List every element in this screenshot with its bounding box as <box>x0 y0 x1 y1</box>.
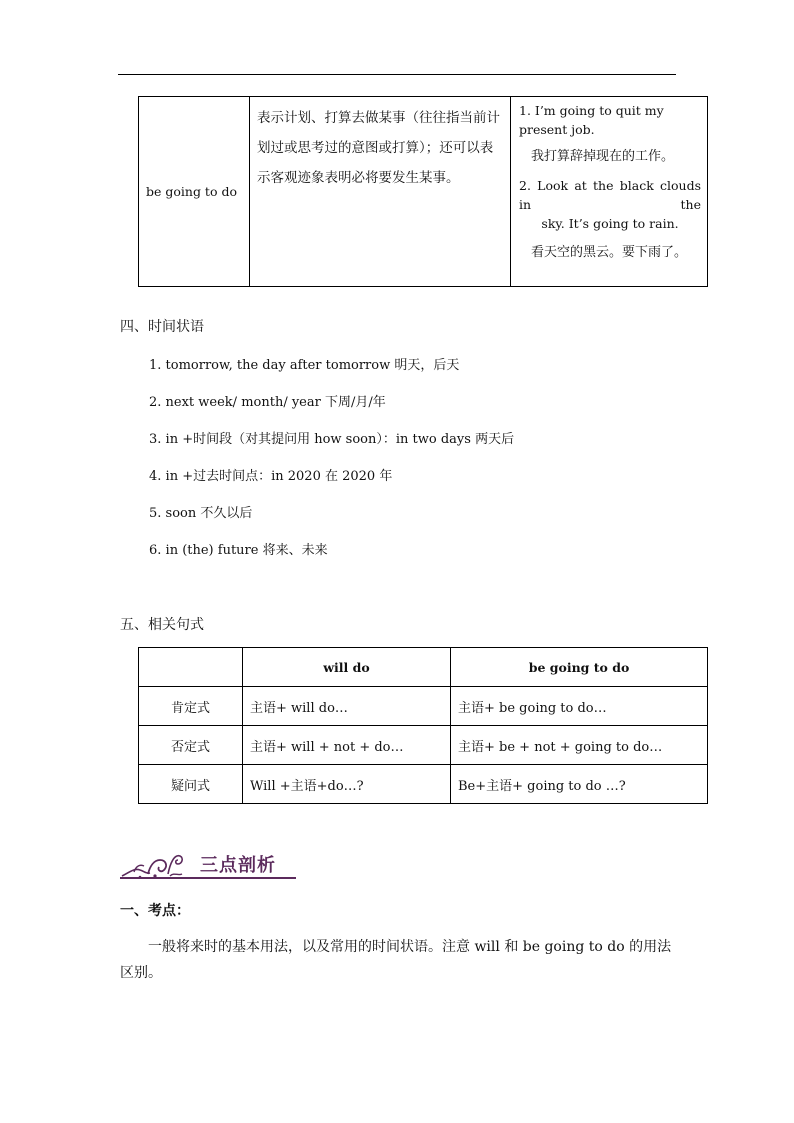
example-2-zh: 看天空的黑云。要下雨了。 <box>531 245 688 260</box>
kaodian-heading: 一、考点： <box>120 903 190 919</box>
will-cell: 主语+ will do… <box>243 687 451 726</box>
table-row <box>139 765 708 804</box>
table-row <box>139 687 708 726</box>
header-cell-will: will do <box>243 648 451 687</box>
header-cell-going: be going to do <box>451 648 708 687</box>
table-row <box>139 97 708 287</box>
row-label: 否定式 <box>139 726 243 765</box>
kaodian-paragraph: 一般将来时的基本用法，以及常用的时间状语。注意 will 和 be going to do 的用法区别。 <box>120 939 672 981</box>
header-cell-empty <box>139 648 243 687</box>
term-cell: be going to do <box>139 97 250 287</box>
row-label: 肯定式 <box>139 687 243 726</box>
example-1-zh: 我打算辞掉现在的工作。 <box>531 149 675 164</box>
will-cell: 主语+ will + not + do… <box>243 726 451 765</box>
going-cell: Be+主语+ going to do …? <box>451 765 708 804</box>
example-2-en-b: sky. It’s going to rain. <box>541 216 679 231</box>
swirl-ornament-icon <box>120 846 200 880</box>
list-item: 4. in +过去时间点：in 2020 在 2020 年 <box>149 469 393 484</box>
examples-cell <box>511 97 708 287</box>
list-item: 2. next week/ month/ year 下周/月/年 <box>149 395 386 410</box>
going-cell: 主语+ be going to do… <box>451 687 708 726</box>
banner-rule <box>120 877 296 879</box>
section-4-title: 四、时间状语 <box>120 319 204 335</box>
header-rule <box>118 74 676 75</box>
table-row <box>139 726 708 765</box>
row-label: 疑问式 <box>139 765 243 804</box>
will-cell: Will +主语+do…? <box>243 765 451 804</box>
list-item: 5. soon 不久以后 <box>149 506 253 521</box>
going-cell: 主语+ be + not + going to do… <box>451 726 708 765</box>
section-banner-title: 三点剖析 <box>200 855 276 876</box>
usage-table <box>138 96 708 287</box>
list-item: 3. in +时间段（对其提问用 how soon）：in two days 两天后 <box>149 432 515 447</box>
list-item: 1. tomorrow, the day after tomorrow 明天，后天 <box>149 358 460 373</box>
section-5-title: 五、相关句式 <box>120 617 204 633</box>
sentence-pattern-table <box>138 647 708 804</box>
list-item: 6. in (the) future 将来、未来 <box>149 543 328 558</box>
usage-cell: 表示计划、打算去做某事（往往指当前计划过或思考过的意图或打算）；还可以表示客观迹象表明必将要发生某事。 <box>250 97 511 287</box>
example-2-en-a: 2. Look at the black clouds in the <box>519 178 701 212</box>
example-1-en: 1. I’m going to quit my present job. <box>519 103 664 137</box>
table-header-row <box>139 648 708 687</box>
